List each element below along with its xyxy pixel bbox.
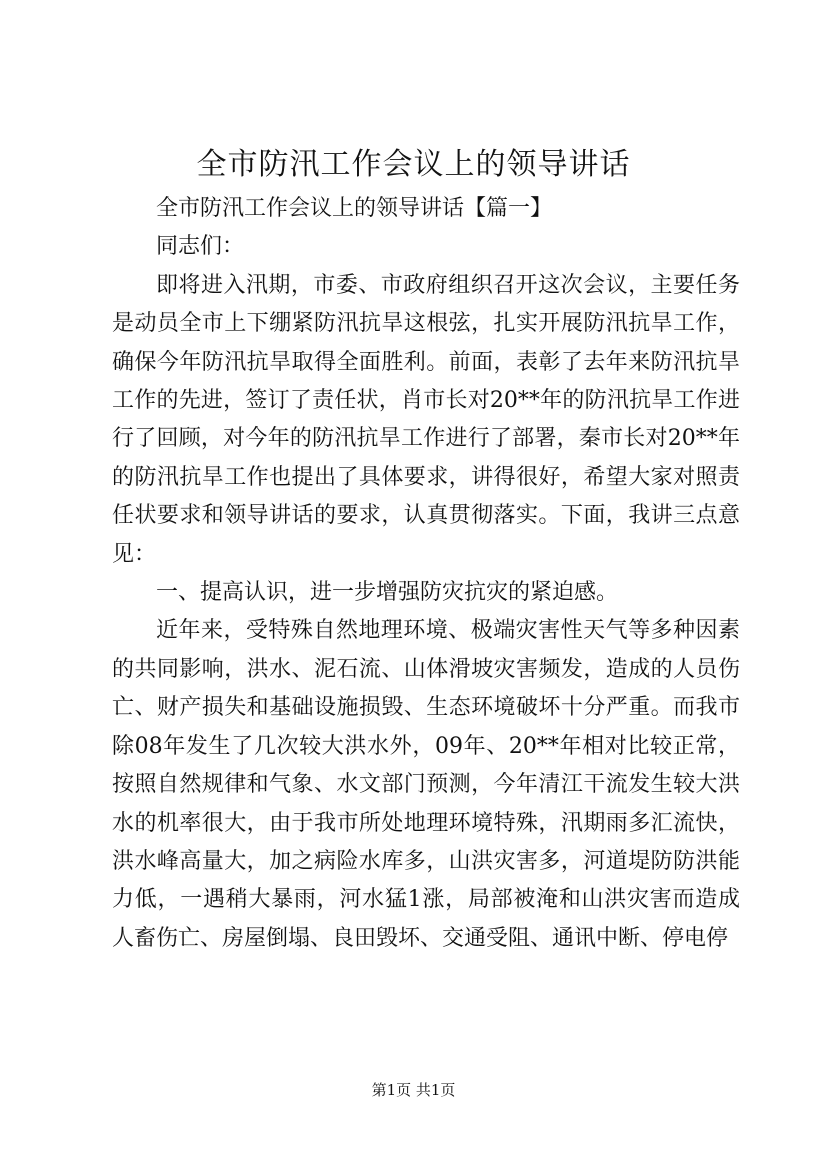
paragraph: 一、提高认识，进一步增强防灾抗灾的紧迫感。 <box>156 580 619 606</box>
salutation: 同志们： <box>156 234 245 260</box>
document-body <box>112 190 740 958</box>
document-title: 全市防汛工作会议上的领导讲话 <box>196 147 631 182</box>
paragraph: 近年来，受特殊自然地理环境、极端灾害性天气等多种因素的共同影响，洪水、泥石流、山体滑坡灾害频发，造成的人员伤亡、财产损失和基础设施损毁、生态环境破坏十分严重。而我市除08年发生了几次较大洪水外，09年、20**年相对比较正常，按照自然规律和气象、水文部门预测，今年清江干流发生较大洪水的机率很大，由于我市所处地理环境特殊，汛期雨多汇流快，洪水峰高量大，加之病险水库多，山洪灾害多，河道堤防防洪能力低，一遇稍大暴雨，河水猛1涨，局部被淹和山洪灾害而造成人畜伤亡、房屋倒塌、良田毁坏、交通受阻、通讯中断、停电停 <box>112 618 740 951</box>
page-number-footer: 第1页 共1页 <box>371 1081 456 1099</box>
paragraph: 即将进入汛期，市委、市政府组织召开这次会议，主要任务是动员全市上下绷紧防汛抗旱这根弦，扎实开展防汛抗旱工作，确保今年防汛抗旱取得全面胜利。前面，表彰了去年来防汛抗旱工作的先进，签订了责任状，肖市长对20**年的防汛抗旱工作进行了回顾，对今年的防汛抗旱工作进行了部署，秦市长对20**年的防汛抗旱工作也提出了具体要求，讲得很好，希望大家对照责任状要求和领导讲话的要求，认真贯彻落实。下面，我讲三点意见： <box>112 272 740 567</box>
section-heading: 全市防汛工作会议上的领导讲话【篇一】 <box>156 196 553 221</box>
